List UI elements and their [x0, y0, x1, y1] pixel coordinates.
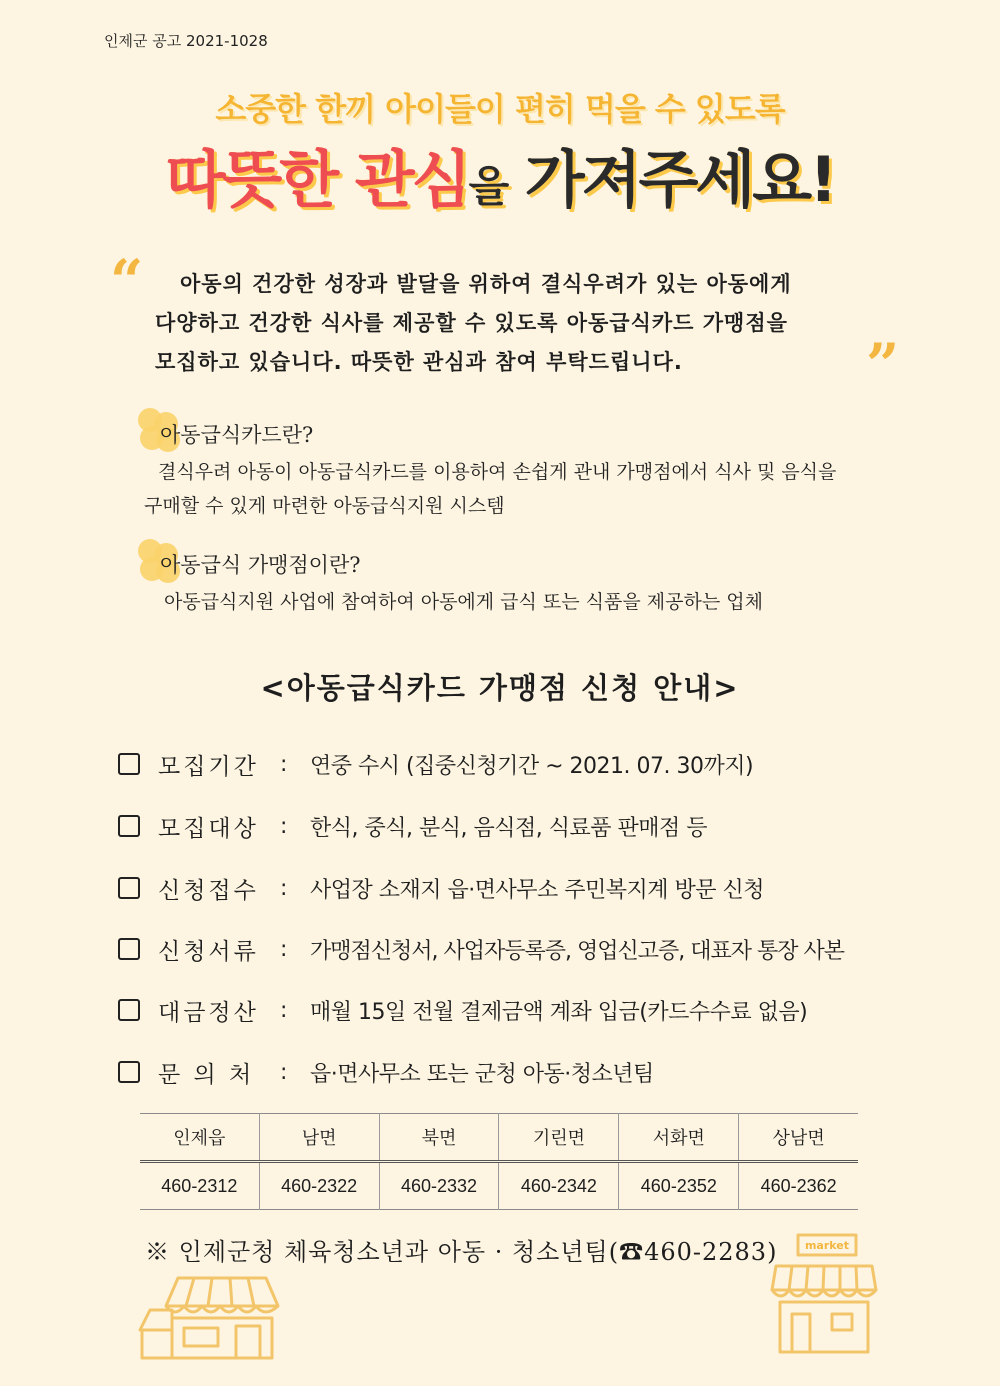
- info-value: 매월 15일 전월 결제금액 계좌 입금(카드수수료 없음): [310, 999, 808, 1025]
- intro-line2: 다양하고 건강한 식사를 제공할 수 있도록 아동급식카드 가맹점을: [155, 311, 788, 335]
- headline-part3: 가져주세요!: [524, 143, 835, 216]
- table-cell-phone: 460-2332: [379, 1162, 499, 1210]
- definition-title-merchant: 아동급식 가맹점이란?: [160, 553, 361, 577]
- table-header-cell: 인제읍: [173, 1128, 226, 1148]
- info-key: 문 의 처: [158, 1061, 255, 1088]
- table-cell-phone: 460-2352: [619, 1162, 739, 1210]
- info-colon: :: [280, 875, 288, 901]
- info-colon: :: [280, 751, 288, 777]
- info-row: [118, 1052, 918, 1092]
- quote-open-icon: “: [110, 247, 144, 315]
- info-colon: :: [280, 1059, 288, 1085]
- headline-part1: 따뜻한 관심: [165, 143, 469, 216]
- intro-text: [155, 265, 900, 382]
- headline-part2: 을: [468, 162, 507, 211]
- info-key: 신청서류: [158, 938, 259, 965]
- table-header-cell: 서화면: [619, 1114, 739, 1162]
- info-key: 모집대상: [158, 815, 259, 842]
- info-key: 신청접수: [158, 877, 259, 904]
- office-phone-table: [140, 1113, 858, 1210]
- table-header-row: [140, 1114, 858, 1162]
- info-value: 연중 수시 (집중신청기간 ~ 2021. 07. 30까지): [310, 753, 754, 779]
- definition-body-card: [144, 455, 920, 523]
- info-row: [118, 929, 918, 969]
- headline: [0, 130, 1000, 219]
- info-key: 모집기간: [158, 753, 259, 780]
- definition-body-card-line1: 결식우려 아동이 아동급식카드를 이용하여 손쉽게 관내 가맹점에서 식사 및 음식을: [158, 461, 837, 483]
- market-sign-label: market: [804, 1239, 850, 1252]
- info-value: 한식, 중식, 분식, 음식점, 식료품 판매점 등: [310, 815, 707, 841]
- info-colon: :: [280, 936, 288, 962]
- info-value: 가맹점신청서, 사업자등록증, 영업신고증, 대표자 통장 사본: [310, 938, 844, 964]
- info-value: 읍·면사무소 또는 군청 아동·청소년팀: [310, 1061, 654, 1087]
- intro-line3: 모집하고 있습니다. 따뜻한 관심과 참여 부탁드립니다.: [155, 350, 683, 374]
- definition-body-merchant: 아동급식지원 사업에 참여하여 아동에게 급식 또는 식품을 제공하는 업체: [164, 591, 763, 613]
- store-right-icon: [770, 1232, 878, 1356]
- info-colon: :: [280, 997, 288, 1023]
- table-header-cell: 상남면: [739, 1114, 858, 1162]
- table-header-cell: 기린면: [499, 1114, 619, 1162]
- info-row: [118, 744, 918, 784]
- info-colon: :: [280, 813, 288, 839]
- definition-title-card: 아동급식카드란?: [160, 423, 314, 447]
- table-header-cell: 북면: [379, 1114, 499, 1162]
- table-header-cell: 남면: [259, 1114, 379, 1162]
- info-row: [118, 806, 918, 846]
- checkbox-icon: [118, 938, 140, 960]
- intro-line1: 아동의 건강한 성장과 발달을 위하여 결식우려가 있는 아동에게: [180, 272, 792, 296]
- subtitle: 소중한 한끼 아이들이 편히 먹을 수 있도록: [215, 90, 785, 128]
- info-row: [118, 868, 918, 908]
- notice-id: 인제군 공고 2021-1028: [104, 32, 268, 50]
- checkbox-icon: [118, 753, 140, 775]
- definition-body-card-line2: 구매할 수 있게 마련한 아동급식지원 시스템: [144, 495, 505, 517]
- table-cell-phone: 460-2362: [739, 1162, 858, 1210]
- table-row: [140, 1162, 858, 1210]
- info-value: 사업장 소재지 읍·면사무소 주민복지계 방문 신청: [310, 877, 765, 903]
- info-title: <아동급식카드 가맹점 신청 안내>: [260, 671, 740, 705]
- checkbox-icon: [118, 877, 140, 899]
- table-cell-phone: 460-2312: [161, 1175, 238, 1196]
- table-cell-phone: 460-2342: [499, 1162, 619, 1210]
- store-left-icon: [138, 1270, 283, 1362]
- checkbox-icon: [118, 1061, 140, 1083]
- checkbox-icon: [118, 815, 140, 837]
- info-row: [118, 990, 918, 1030]
- info-key: 대금정산: [158, 999, 259, 1026]
- quote-close-icon: ”: [866, 331, 900, 399]
- table-cell-phone: 460-2322: [259, 1162, 379, 1210]
- checkbox-icon: [118, 999, 140, 1021]
- footer-contact: ※ 인제군청 체육청소년과 아동 · 청소년팀(☎460-2283): [145, 1238, 778, 1266]
